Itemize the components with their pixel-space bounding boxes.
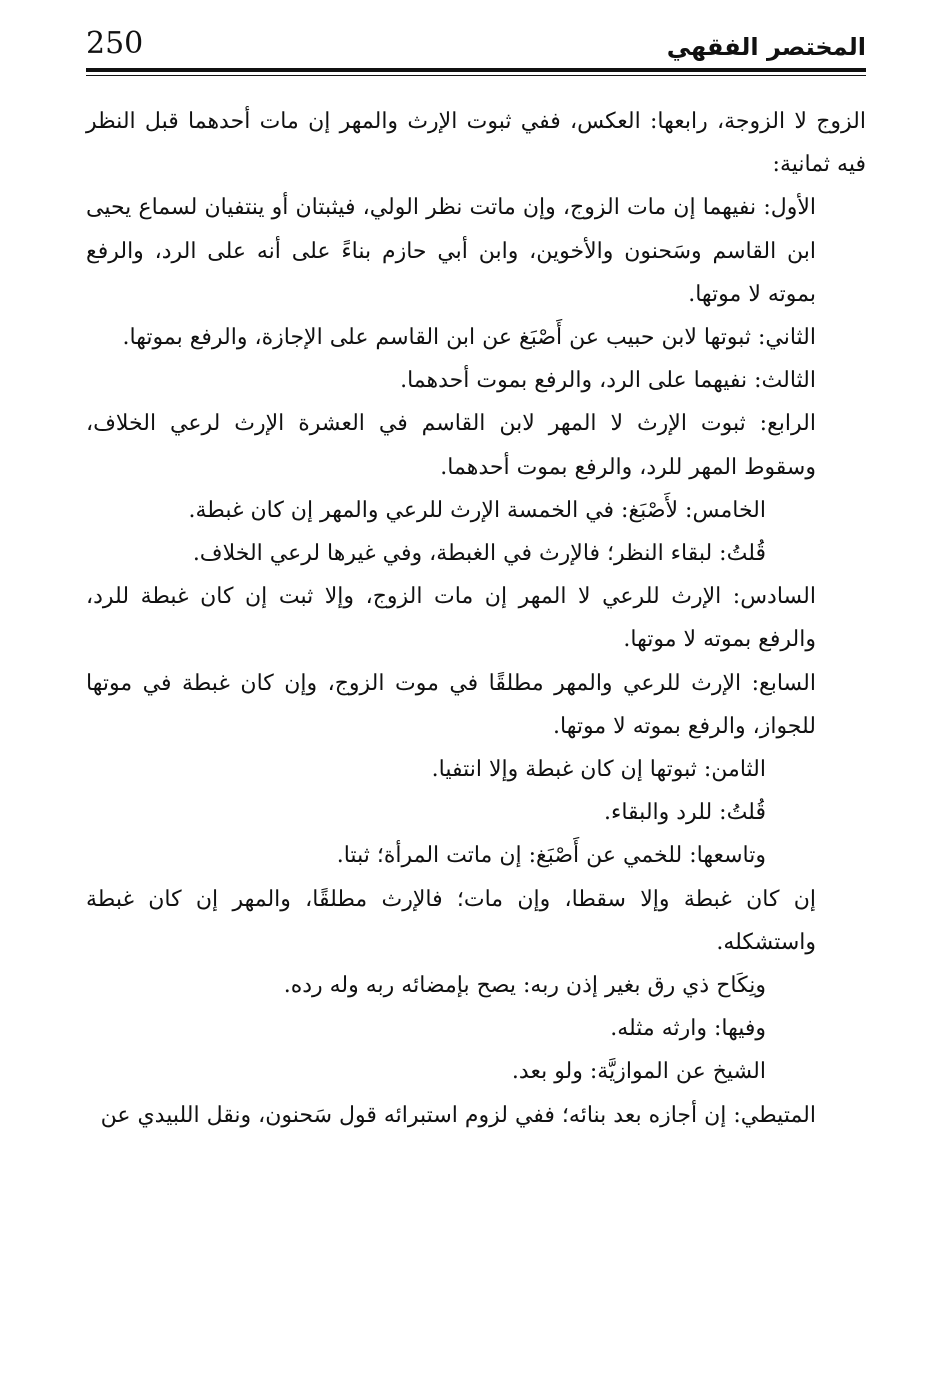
paragraph: الخامس: لأَصْبَغ: في الخمسة الإرث للرعي والمهر إن كان غبطة. bbox=[188, 497, 766, 523]
paragraph: الرابع: ثبوت الإرث لا المهر لابن القاسم في العشرة الإرث لرعي الخلاف، وسقوط المهر للرد، والرفع بموت أحدهما. bbox=[86, 411, 816, 480]
paragraph: إن كان غبطة وإلا سقطا، وإن مات؛ فالإرث مطلقًا، والمهر إن كان غبطة واستشكله. bbox=[86, 886, 816, 955]
paragraph: المتيطي: إن أجازه بعد بنائه؛ ففي لزوم استبرائه قول سَحنون، ونقل اللبيدي عن bbox=[100, 1102, 816, 1128]
header-rule-thin bbox=[86, 75, 866, 76]
paragraph: الثاني: ثبوتها لابن حبيب عن أَصْبَغ عن ابن القاسم على الإجازة، والرفع بموتها. bbox=[122, 325, 816, 351]
body-text bbox=[86, 100, 866, 1137]
page-header bbox=[86, 22, 866, 74]
paragraph: وتاسعها: للخمي عن أَصْبَغ: إن ماتت المرأة؛ ثبتا. bbox=[336, 843, 766, 869]
paragraph: وفيها: وارثه مثله. bbox=[610, 1016, 766, 1042]
paragraph: قُلتُ: لبقاء النظر؛ فالإرث في الغبطة، وفي غيرها لرعي الخلاف. bbox=[192, 541, 766, 567]
page-number: 250 bbox=[86, 26, 144, 61]
header-rule-thick bbox=[86, 68, 866, 72]
paragraph: السادس: الإرث للرعي لا المهر إن مات الزوج، وإلا ثبت إن كان غبطة للرد، والرفع بموته لا موتها. bbox=[86, 584, 816, 653]
paragraph: الزوج لا الزوجة، رابعها: العكس، ففي ثبوت الإرث والمهر إن مات أحدهما قبل النظر فيه ثمانية: bbox=[86, 109, 866, 178]
paragraph: الثالث: نفيهما على الرد، والرفع بموت أحدهما. bbox=[400, 368, 816, 394]
paragraph: ونِكَاح ذي رق بغير إذن ربه: يصح بإمضائه ربه وله رده. bbox=[283, 973, 766, 999]
paragraph: قُلتُ: للرد والبقاء. bbox=[604, 800, 766, 826]
running-title: المختصر الفقهي bbox=[666, 33, 866, 61]
paragraph: الأول: نفيهما إن مات الزوج، وإن ماتت نظر الولي، فيثبتان أو ينتفيان لسماع يحيى ابن القاسم وسَحنون والأخوين، وابن أبي حازم بناءً على أنه على الرد، والرفع بموته لا موتها. bbox=[86, 195, 816, 307]
paragraph: الثامن: ثبوتها إن كان غبطة وإلا انتفيا. bbox=[431, 757, 766, 783]
book-page bbox=[86, 22, 866, 1362]
paragraph: السابع: الإرث للرعي والمهر مطلقًا في موت الزوج، وإن كان غبطة في موتها للجواز، والرفع بموته لا موتها. bbox=[86, 670, 816, 739]
paragraph: الشيخ عن الموازيَّة: ولو بعد. bbox=[511, 1059, 766, 1085]
